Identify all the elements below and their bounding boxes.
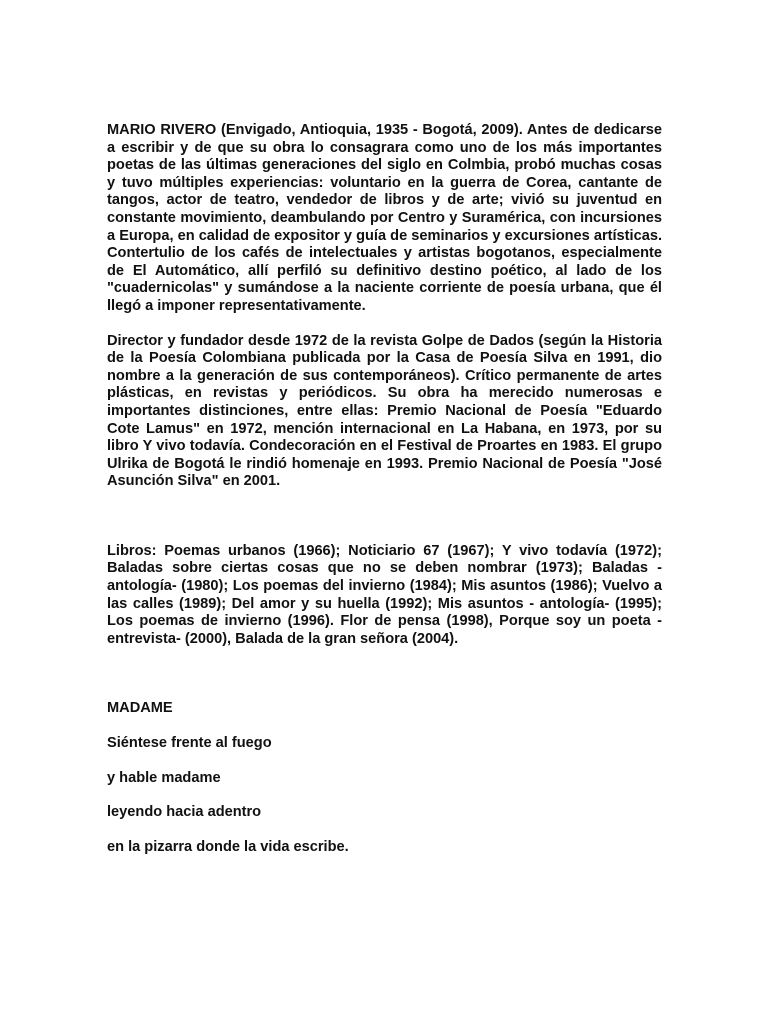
document-page [107,122,662,856]
books-paragraph: Libros: Poemas urbanos (1966); Noticiario 67 (1967); Y vivo todavía (1972); Baladas sobre ciertas cosas que no se deben nombrar (1973); Baladas - antología- (1980); Los poemas del invierno (1984); Mis asuntos (1986); Vuelvo a las calles (1989); Del amor y su huella (1992); Mis asuntos - antología- (1995); Los poemas de invierno (1996). Flor de pensa (1998), Porque soy un poeta -entrevista- (2000), Balada de la gran señora (2004). [107,542,662,647]
poem-line: en la pizarra donde la vida escribe. [107,838,349,855]
poem-line: leyendo hacia adentro [107,804,262,821]
biography-paragraph: MARIO RIVERO (Envigado, Antioquia, 1935 - Bogotá, 2009). Antes de dedicarse a escribir y de que su obra lo consagrara como uno de los más importantes poetas de las últimas generaciones del siglo en Colmbia, probó muchas cosas y tuvo múltiples experiencias: voluntario en la guerra de Corea, cantante de tangos, actor de teatro, vendedor de libros y de arte; vivió su juventud en constante movimiento, deambulando por Centro y Suramérica, con incursiones a Europa, en calidad de expositor y guía de seminarios y excursiones artísticas. Contertulio de los cafés de intelectuales y artistas bogotanos, especialmente de El Automático, allí perfiló su definitivo destino poético, al lado de los "cuadernicolas" y sumándose a la naciente corriente de poesía urbana, que él llegó a imponer representativamente. [107,122,662,314]
poem-title: MADAME [107,700,173,717]
poem-line: y hable madame [107,769,221,786]
poem-line: Siéntese frente al fuego [107,735,272,752]
awards-paragraph: Director y fundador desde 1972 de la revista Golpe de Dados (según la Historia de la Poesía Colombiana publicada por la Casa de Poesía Silva en 1991, dio nombre a la generación de sus contemporáneos). Crítico permanente de artes plásticas, en revistas y periódicos. Su obra ha merecido numerosas e importantes distinciones, entre ellas: Premio Nacional de Poesía "Eduardo Cote Lamus" en 1972, mención internacional en La Habana, en 1973, por su libro Y vivo todavía. Condecoración en el Festival de Proartes en 1983. El grupo Ulrika de Bogotá le rindió homenaje en 1993. Premio Nacional de Poesía "José Asunción Silva" en 2001. [107,332,662,490]
